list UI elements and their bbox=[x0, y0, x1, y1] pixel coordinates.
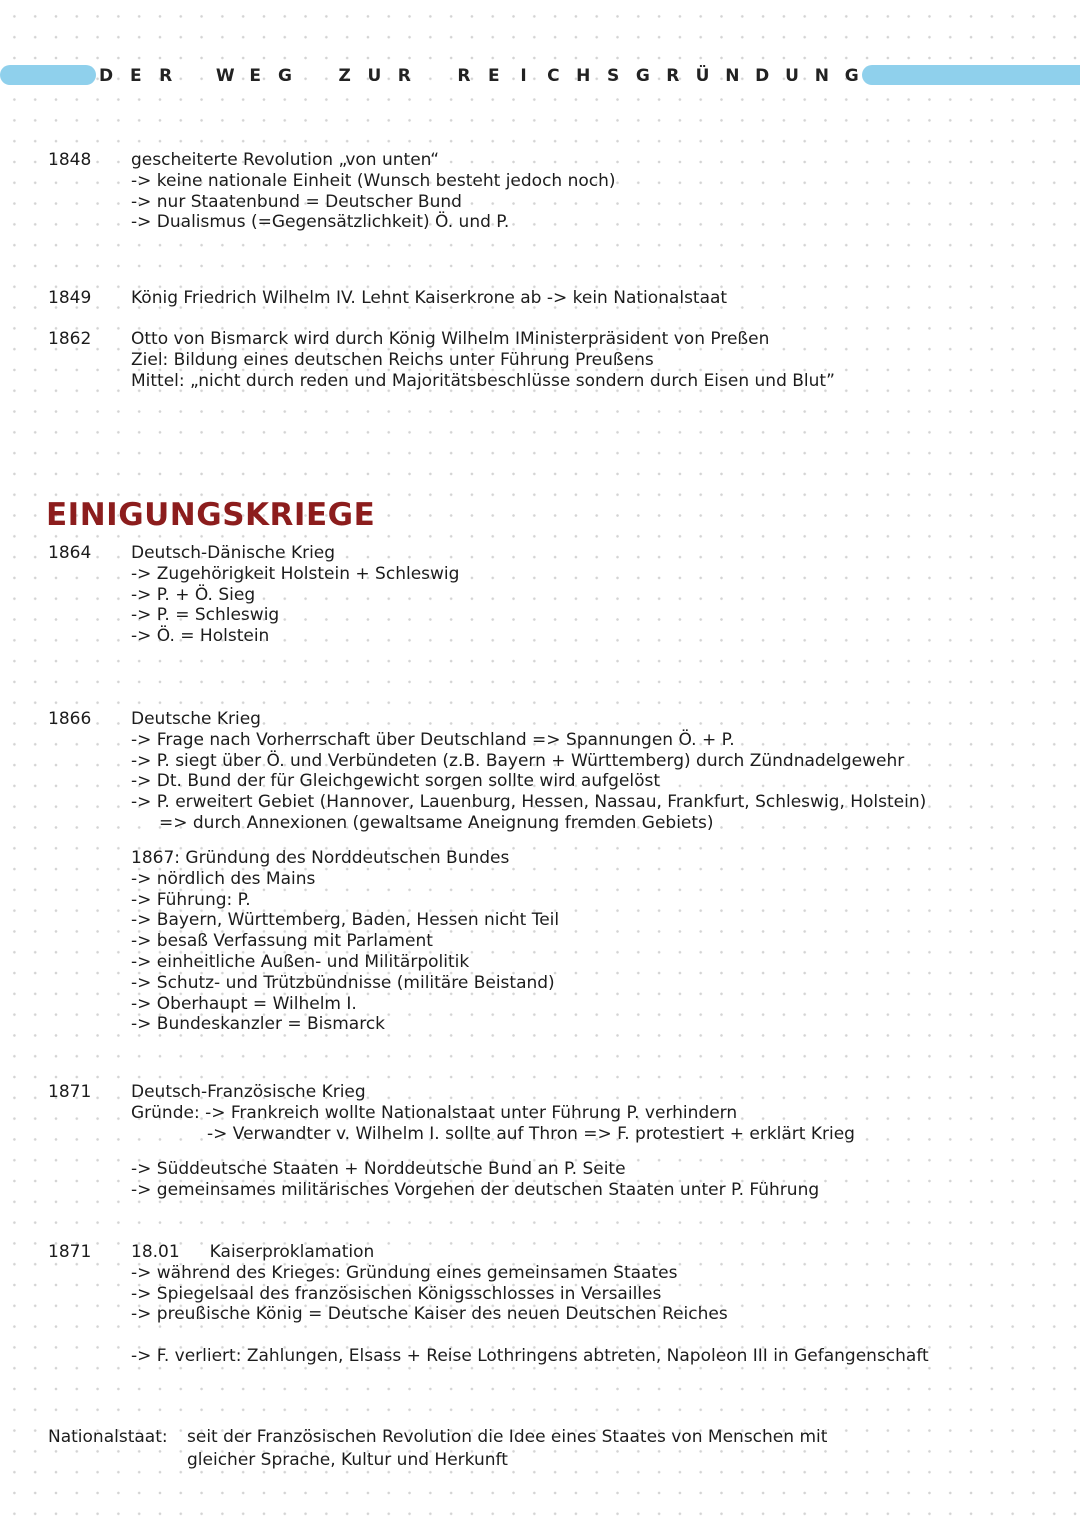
war-line: Deutsch-Dänische Krieg bbox=[131, 543, 336, 563]
war-line: -> gemeinsames militärisches Vorgehen der deutschen Staaten unter P. Führung bbox=[131, 1179, 820, 1200]
bund-line: -> nördlich des Mains bbox=[131, 868, 316, 889]
proclamation-line: -> während des Krieges: Gründung eines gemeinsamen Staates bbox=[131, 1262, 678, 1283]
title-letter: E bbox=[487, 66, 500, 86]
title-letter: I bbox=[520, 66, 527, 86]
event-line: König Friedrich Wilhelm IV. Lehnt Kaiserkrone ab -> kein Nationalstaat bbox=[131, 288, 728, 308]
definition-text bbox=[187, 1426, 827, 1472]
war-1871-consequences bbox=[131, 1159, 819, 1201]
title-letter: Ü bbox=[695, 66, 710, 86]
event-line: -> keine nationale Einheit (Wunsch besteht jedoch noch) bbox=[131, 170, 616, 191]
proclamation-line: -> preußische König = Deutsche Kaiser des neuen Deutschen Reiches bbox=[131, 1304, 728, 1325]
title-letter: R bbox=[159, 66, 173, 86]
event-line: gescheiterte Revolution „von unten“ bbox=[131, 150, 440, 170]
header-accent-right bbox=[862, 65, 1080, 85]
war-line: Gründe: -> Frankreich wollte Nationalstaat unter Führung P. verhindern bbox=[131, 1102, 738, 1123]
proclamation-year-1871: 1871 bbox=[48, 1242, 92, 1262]
event-line: Ziel: Bildung eines deutschen Reichs unter Führung Preußens bbox=[131, 349, 654, 370]
title-letter: Z bbox=[338, 66, 351, 86]
event-year-1848: 1848 bbox=[48, 150, 92, 170]
title-letter: G bbox=[277, 66, 292, 86]
title-letter: E bbox=[130, 66, 142, 86]
title-letter: D bbox=[755, 66, 770, 86]
war-line: -> Verwandter v. Wilhelm I. sollte auf Thron => F. protestiert + erklärt Krieg bbox=[207, 1123, 855, 1144]
definition-line: gleicher Sprache, Kultur und Herkunft bbox=[187, 1450, 508, 1470]
event-text-1849 bbox=[131, 288, 727, 309]
header-accent-left bbox=[0, 65, 96, 85]
bund-line: -> Schutz- und Trützbündnisse (militäre Beistand) bbox=[131, 972, 555, 993]
bund-line: 1867: Gründung des Norddeutschen Bundes bbox=[131, 848, 510, 868]
war-line: -> Frage nach Vorherrschaft über Deutschland => Spannungen Ö. + P. bbox=[131, 729, 735, 750]
proclamation-result bbox=[131, 1346, 929, 1367]
page-title bbox=[96, 63, 862, 89]
war-year-1864: 1864 bbox=[48, 543, 92, 563]
war-line: -> Ö. = Holstein bbox=[131, 626, 270, 647]
definition-line: seit der Französischen Revolution die Idee eines Staates von Menschen mit bbox=[187, 1427, 828, 1447]
event-line: Mittel: „nicht durch reden und Majoritätsbeschlüsse sondern durch Eisen und Blut” bbox=[131, 370, 835, 391]
war-year-1871: 1871 bbox=[48, 1082, 92, 1102]
title-letter: H bbox=[576, 66, 591, 86]
war-line: -> P. siegt über Ö. und Verbündeten (z.B. Bayern + Württemberg) durch Zündnadelgewehr bbox=[131, 750, 905, 771]
section-heading: EINIGUNGSKRIEGE bbox=[46, 497, 376, 533]
proclamation-text bbox=[131, 1242, 728, 1325]
title-letter: G bbox=[635, 66, 650, 86]
proclamation-title-line bbox=[131, 1242, 728, 1263]
title-letter: W bbox=[215, 66, 235, 86]
title-letter: E bbox=[249, 66, 261, 86]
norddeutscher-bund-block bbox=[131, 848, 559, 1035]
war-line: Deutsch-Französische Krieg bbox=[131, 1082, 366, 1102]
proclamation-line: -> Spiegelsaal des französischen Königsschlosses in Versailles bbox=[131, 1283, 662, 1304]
bund-line: -> Bundeskanzler = Bismarck bbox=[131, 1014, 386, 1035]
war-line: Deutsche Krieg bbox=[131, 709, 261, 729]
event-line: -> nur Staatenbund = Deutscher Bund bbox=[131, 191, 462, 212]
war-year-1866: 1866 bbox=[48, 709, 92, 729]
event-text-1848 bbox=[131, 150, 616, 233]
bund-line: -> besaß Verfassung mit Parlament bbox=[131, 931, 433, 952]
title-letter: R bbox=[457, 66, 471, 86]
title-letter: S bbox=[606, 66, 620, 86]
war-line: -> Süddeutsche Staaten + Norddeutsche Bund an P. Seite bbox=[131, 1159, 626, 1179]
bund-line: -> einheitliche Außen- und Militärpolitik bbox=[131, 951, 470, 972]
war-text-1866 bbox=[131, 709, 926, 834]
war-line: -> P. = Schleswig bbox=[131, 605, 280, 626]
event-line: Otto von Bismarck wird durch König Wilhelm IMinisterpräsident von Preßen bbox=[131, 329, 770, 349]
title-letter: R bbox=[666, 66, 680, 86]
title-letter: N bbox=[814, 66, 829, 86]
event-line: -> Dualismus (=Gegensätzlichkeit) Ö. und P. bbox=[131, 212, 510, 233]
definition-term: Nationalstaat: bbox=[48, 1427, 168, 1447]
war-line: -> P. erweitert Gebiet (Hannover, Lauenburg, Hessen, Nassau, Frankfurt, Schleswig, Holstein) bbox=[131, 792, 927, 813]
war-line: -> Zugehörigkeit Holstein + Schleswig bbox=[131, 563, 460, 584]
bund-line: -> Oberhaupt = Wilhelm I. bbox=[131, 993, 357, 1014]
proclamation-line: -> F. verliert: Zahlungen, Elsass + Reise Lothringens abtreten, Napoleon III in Gefangenschaft bbox=[131, 1346, 929, 1366]
title-letter: U bbox=[367, 66, 382, 86]
title-letter: G bbox=[844, 66, 859, 86]
title-letter: R bbox=[397, 66, 411, 86]
event-year-1862: 1862 bbox=[48, 329, 92, 349]
proclamation-date: 18.01 bbox=[131, 1242, 180, 1262]
event-year-1849: 1849 bbox=[48, 288, 92, 308]
war-text-1871 bbox=[131, 1082, 855, 1144]
title-letter: C bbox=[547, 66, 560, 86]
bund-line: -> Führung: P. bbox=[131, 889, 251, 910]
title-letter: D bbox=[98, 66, 114, 86]
event-text-1862 bbox=[131, 329, 835, 391]
war-line: => durch Annexionen (gewaltsame Aneignung fremden Gebiets) bbox=[159, 812, 714, 833]
war-text-1864 bbox=[131, 543, 459, 647]
bund-line: -> Bayern, Württemberg, Baden, Hessen nicht Teil bbox=[131, 910, 560, 931]
title-letter: N bbox=[725, 66, 740, 86]
title-letter: U bbox=[785, 66, 799, 86]
war-line: -> P. + Ö. Sieg bbox=[131, 584, 256, 605]
proclamation-title: Kaiserproklamation bbox=[209, 1242, 375, 1262]
war-line: -> Dt. Bund der für Gleichgewicht sorgen sollte wird aufgelöst bbox=[131, 771, 661, 792]
